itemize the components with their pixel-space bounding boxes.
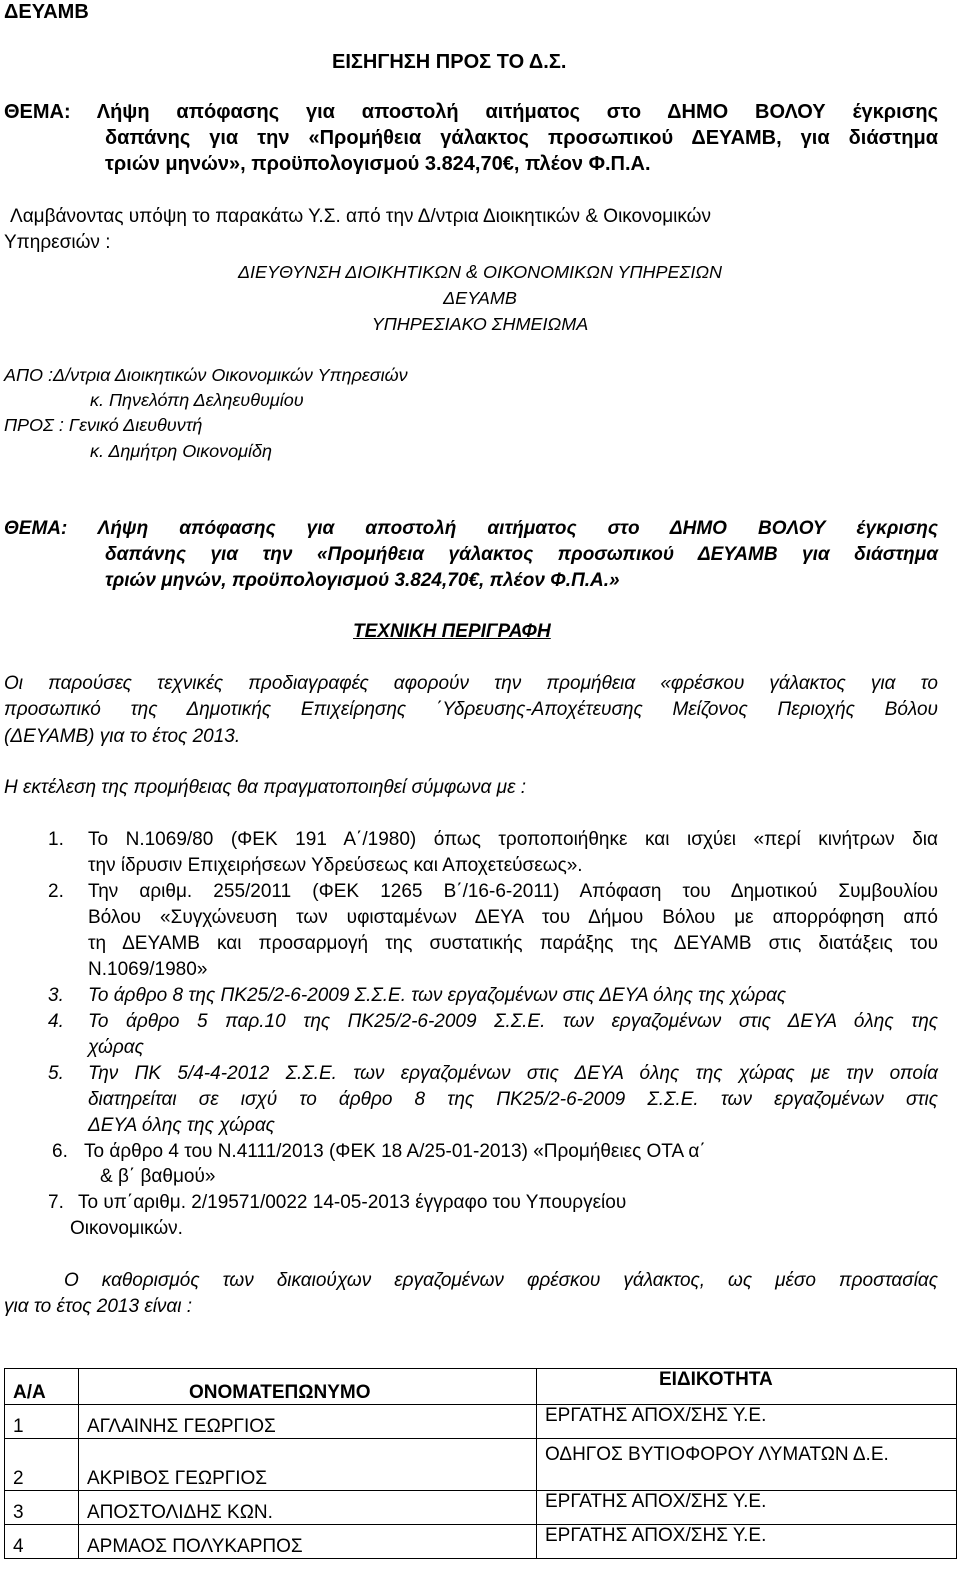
list-item-line: Το υπ΄αριθμ. 2/19571/0022 14-05-2013 έγγραφο του Υπουργείου bbox=[78, 1192, 627, 1213]
memo-org: ΔΕΥΑΜΒ bbox=[443, 288, 517, 308]
row-number: 3 bbox=[5, 1491, 79, 1525]
list-item-line: Το άρθρο 4 του Ν.4111/2013 (ΦΕΚ 18 Α/25-01-2013) «Προμήθειες ΟΤΑ α΄ bbox=[84, 1141, 706, 1162]
tech-para-line-1: Οι παρούσες τεχνικές προδιαγραφές αφορούν την προμήθεια «φρέσκου γάλακτος για το bbox=[4, 673, 938, 694]
list-item-line: διατηρείται σε ισχύ το άρθρο 8 της ΠΚ25/2-6-2009 Σ.Σ.Ε. των εργαζομένων στις bbox=[88, 1089, 938, 1110]
row-name: ΑΡΜΑΟΣ ΠΟΛΥΚΑΡΠΟΣ bbox=[79, 1525, 537, 1559]
table-row bbox=[5, 1405, 957, 1439]
header-specialty: ΕΙΔΙΚΟΤΗΤΑ bbox=[537, 1369, 957, 1405]
memo-subject-line-2: δαπάνης για την «Προμήθεια γάλακτος προσωπικού ΔΕΥΑΜΒ για διάστημα bbox=[105, 544, 938, 565]
closing-line-1: Ο καθορισμός των δικαιούχων εργαζομένων φρέσκου γάλακτος, ως μέσο προστασίας bbox=[64, 1270, 938, 1291]
list-item-number: 2. bbox=[48, 881, 64, 902]
table-header-row bbox=[5, 1369, 957, 1405]
row-name: ΑΚΡΙΒΟΣ ΓΕΩΡΓΙΟΣ bbox=[79, 1439, 537, 1491]
list-item-line: Βόλου «Συγχώνευση των υφισταμένων ΔΕΥΑ του Δήμου Βόλου με απορρόφηση από bbox=[88, 907, 938, 928]
table-row bbox=[5, 1491, 957, 1525]
exec-line: Η εκτέλεση της προμήθειας θα πραγματοποιηθεί σύμφωνα με : bbox=[4, 777, 526, 798]
subject-line-3: τριών μηνών», προϋπολογισμού 3.824,70€, πλέον Φ.Π.Α. bbox=[105, 153, 651, 175]
list-item-number: 7. bbox=[48, 1192, 64, 1213]
memo-to: ΠΡΟΣ : Γενικό Διευθυντή bbox=[4, 415, 203, 435]
memo-directorate: ΔΙΕΥΘΥΝΣΗ ΔΙΟΙΚΗΤΙΚΩΝ & ΟΙΚΟΝΟΜΙΚΩΝ ΥΠΗΡΕΣΙΩΝ bbox=[237, 262, 723, 282]
memo-type: ΥΠΗΡΕΣΙΑΚΟ ΣΗΜΕΙΩΜΑ bbox=[371, 314, 589, 334]
list-item-line: χώρας bbox=[88, 1037, 144, 1058]
memo-subject-line-1: ΘΕΜΑ: Λήψη απόφασης για αποστολή αιτήματος στο ΔΗΜΟ ΒΟΛΟΥ έγκρισης bbox=[4, 518, 938, 539]
table-row bbox=[5, 1439, 957, 1491]
subject-line-1: ΘΕΜΑ: Λήψη απόφασης για αποστολή αιτήματος στο ΔΗΜΟ ΒΟΛΟΥ έγκρισης bbox=[4, 101, 938, 123]
list-item-line: τη ΔΕΥΑΜΒ και προσαρμογή της συστατικής παράξης της ΔΕΥΑΜΒ στις διατάξεις του bbox=[88, 933, 938, 954]
list-item-line: Το άρθρο 8 της ΠΚ25/2-6-2009 Σ.Σ.Ε. των εργαζομένων στις ΔΕΥΑ όλης της χώρας bbox=[88, 985, 787, 1006]
list-item-line: Την αριθμ. 255/2011 (ΦΕΚ 1265 Β΄/16-6-2011) Απόφαση του Δημοτικού Συμβουλίου bbox=[88, 881, 938, 902]
list-item-number: 3. bbox=[48, 985, 64, 1006]
list-item-number: 6. bbox=[52, 1141, 68, 1162]
intro-line-2: Υπηρεσιών : bbox=[4, 232, 111, 253]
list-item-line: Ν.1069/1980» bbox=[88, 959, 208, 980]
list-item-number: 5. bbox=[48, 1063, 64, 1084]
row-number: 2 bbox=[5, 1439, 79, 1491]
staff-table bbox=[4, 1368, 957, 1559]
tech-para-line-2: προσωπικό της Δημοτικής Επιχείρησης ΄Υδρευσης-Αποχέτευσης Μείζονος Περιοχής Βόλου bbox=[4, 699, 938, 720]
org-name: ΔΕΥΑΜΒ bbox=[4, 1, 89, 23]
list-item-line: & β΄ βαθμού» bbox=[100, 1166, 216, 1187]
memo-from-name: κ. Πηνελόπη Δεληευθυμίου bbox=[90, 390, 304, 410]
row-specialty: ΕΡΓΑΤΗΣ ΑΠΟΧ/ΣΗΣ Υ.Ε. bbox=[537, 1491, 957, 1525]
list-item-line: Οικονομικών. bbox=[70, 1218, 183, 1239]
tech-para-line-3: (ΔΕΥΑΜΒ) για το έτος 2013. bbox=[4, 726, 241, 747]
subject-line-2: δαπάνης για την «Προμήθεια γάλακτος προσωπικού ΔΕΥΑΜΒ, για διάστημα bbox=[105, 127, 938, 149]
memo-to-name: κ. Δημήτρη Οικονομίδη bbox=[90, 441, 272, 461]
memo-from: ΑΠΟ :Δ/ντρια Διοικητικών Οικονομικών Υπηρεσιών bbox=[4, 365, 408, 385]
list-item-line: Το άρθρο 5 παρ.10 της ΠΚ25/2-6-2009 Σ.Σ.Ε. των εργαζομένων στις ΔΕΥΑ όλης της bbox=[88, 1011, 938, 1032]
row-specialty: ΕΡΓΑΤΗΣ ΑΠΟΧ/ΣΗΣ Υ.Ε. bbox=[537, 1525, 957, 1559]
document-title: ΕΙΣΗΓΗΣΗ ΠΡΟΣ ΤΟ Δ.Σ. bbox=[332, 51, 567, 73]
list-item-number: 4. bbox=[48, 1011, 64, 1032]
row-number: 4 bbox=[5, 1525, 79, 1559]
header-name: ΟΝΟΜΑΤΕΠΩΝΥΜΟ bbox=[79, 1369, 537, 1405]
list-item-line: ΔΕΥΑ όλης της χώρας bbox=[88, 1115, 275, 1136]
list-item-number: 1. bbox=[48, 829, 64, 850]
row-specialty: ΕΡΓΑΤΗΣ ΑΠΟΧ/ΣΗΣ Υ.Ε. bbox=[537, 1405, 957, 1439]
list-item-line: Την ΠΚ 5/4-4-2012 Σ.Σ.Ε. των εργαζομένων στις ΔΕΥΑ όλης της χώρας με την οποία bbox=[88, 1063, 938, 1084]
list-item-line: την ίδρυσιν Επιχειρήσεων Υδρεύσεως και Αποχετεύσεως». bbox=[88, 855, 583, 876]
closing-line-2: για το έτος 2013 είναι : bbox=[4, 1296, 193, 1317]
table-row bbox=[5, 1525, 957, 1559]
list-item-line: Το Ν.1069/80 (ΦΕΚ 191 Α΄/1980) όπως τροποποιήθηκε και ισχύει «περί κινήτρων δια bbox=[88, 829, 938, 850]
row-name: ΑΓΛΑΙΝΗΣ ΓΕΩΡΓΙΟΣ bbox=[79, 1405, 537, 1439]
tech-heading: ΤΕΧΝΙΚΗ ΠΕΡΙΓΡΑΦΗ bbox=[353, 621, 551, 642]
row-specialty: ΟΔΗΓΟΣ ΒΥΤΙΟΦΟΡΟΥ ΛΥΜΑΤΩΝ Δ.Ε. bbox=[537, 1439, 957, 1491]
row-name: ΑΠΟΣΤΟΛΙΔΗΣ ΚΩΝ. bbox=[79, 1491, 537, 1525]
intro-line-1: Λαμβάνοντας υπόψη το παρακάτω Υ.Σ. από την Δ/ντρια Διοικητικών & Οικονομικών bbox=[10, 206, 711, 227]
row-number: 1 bbox=[5, 1405, 79, 1439]
memo-subject-line-3: τριών μηνών, προϋπολογισμού 3.824,70€, πλέον Φ.Π.Α.» bbox=[105, 570, 620, 591]
header-aa: Α/Α bbox=[5, 1369, 79, 1405]
